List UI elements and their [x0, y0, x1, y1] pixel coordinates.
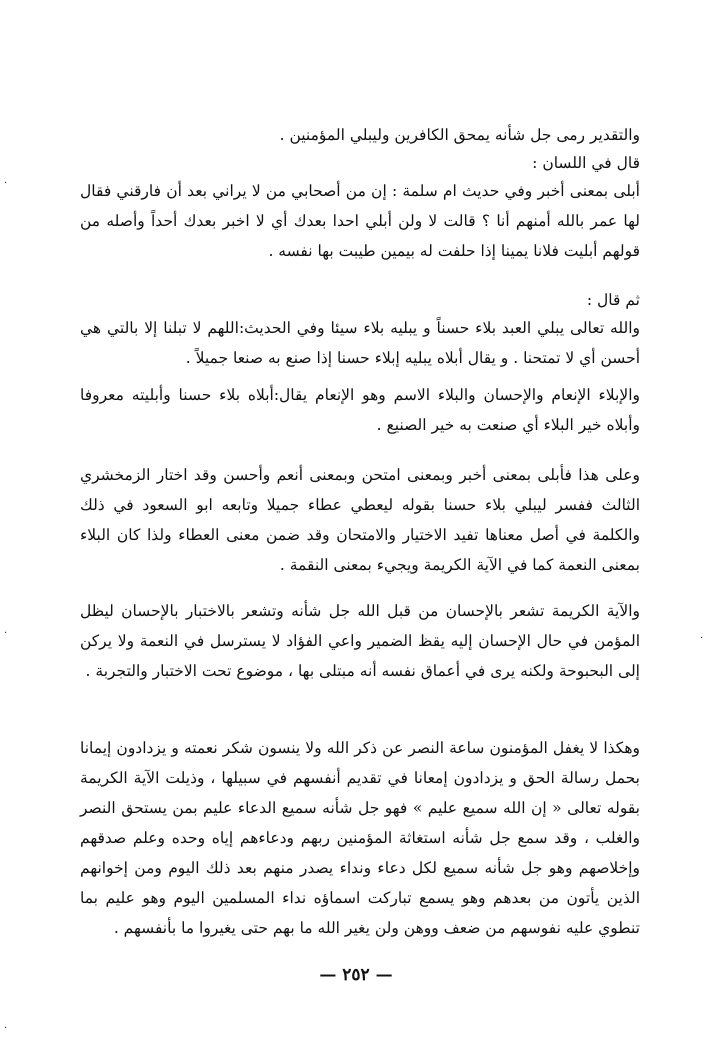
paragraph-1: والتقدير رمى جل شأنه يمحق الكافرين وليبلي المؤمنين . [279, 126, 640, 144]
edge-mark: . [700, 630, 704, 641]
paragraph-8-block [80, 596, 640, 686]
paragraph-6: والإبلاء الإنعام والإحسان والبلاء الاسم وهو الإنعام يقال:أبلاه بلاء حسنا وأبليته معروفا وأبلاه خير البلاء أي صنعت به خير الصنيع . [80, 386, 640, 434]
edge-mark: . [4, 175, 8, 186]
edge-mark: . [4, 625, 8, 636]
edge-mark: . [4, 1020, 8, 1031]
paragraph-9-block [80, 733, 640, 943]
paragraph-7: وعلى هذا فأبلى بمعنى أخبر وبمعنى امتحن وبمعنى أنعم وأحسن وقد اختار الزمخشري الثالث ففسر ليبلي بلاء حسنا بقوله ليعطي عطاء جميلا وتابعه ابو السعود في ذلك والكلمة في أصل معناها تفيد الاختيار والامتحان وقد ضمن معنى العطاء ولذا كان البلاء بمعنى النعمة كما في الآية الكريمة ويجيء بمعنى النقمة . [80, 466, 641, 574]
paragraph-9: وهكذا لا يغفل المؤمنون ساعة النصر عن ذكر الله ولا ينسون شكر نعمته و يزدادون إيمانا بحمل رسالة الحق و يزدادون إمعانا في تقديم أنفسهم في سبيلها ، وذيلت الآية الكريمة بقوله تعالى « إن الله سميع عليم » فهو جل شأنه سميع الدعاء عليم بمن يستحق النصر والغلب ، وقد سمع جل شأنه استغاثة المؤمنين ربهم ودعاءهم إياه وحده وعلم صدقهم وإخلاصهم وهو جل شأنه سميع لكل دعاء ونداء يصدر منهم بعد ذلك اليوم ومن إخوانهم الذين يأتون من بعدهم وهو يسمع تباركت اسماؤه نداء المسلمين اليوم وهو عليم بما تنطوي عليه نفوسهم من ضعف ووهن ولن يغير الله ما بهم حتى يغيروا ما بأنفسهم . [80, 739, 640, 937]
paragraph-6-block [80, 380, 640, 440]
paragraph-8: والآية الكريمة تشعر بالإحسان من قبل الله جل شأنه وتشعر بالاختبار بالإحسان ليظل المؤمن في حال الإحسان إليه يقظ الضمير واعي الفؤاد لا يسترسل في النعمة ولا يركن إلى البحبوحة ولكنه يرى في أعماق نفسه أنه مبتلى بها ، موضوع تحت الاختبار والتجربة . [80, 602, 640, 680]
paragraph-5-block [80, 313, 640, 373]
paragraph-4-block [80, 285, 640, 315]
paragraph-3-block [80, 176, 640, 266]
paragraph-2: قال في اللسان : [532, 154, 640, 172]
paragraph-4: ثم قال : [586, 291, 640, 309]
paragraph-1-block [80, 120, 640, 150]
paragraph-5: والله تعالى يبلي العبد بلاء حسناً و يبليه بلاء سيئا وفي الحديث:اللهم لا تبلنا إلا بالتي هي أحسن أي لا تمتحنا . و يقال أبلاه يبليه إبلاء حسنا إذا صنع به صنعا جميلاً . [80, 319, 640, 367]
paragraph-2-block [80, 148, 640, 178]
paragraph-3: أبلى بمعنى أخبر وفي حديث ام سلمة : إن من أصحابي من لا يراني بعد أن فارقني فقال لها عمر بالله أمنهم أنا ؟ قالت لا ولن أبلي احدا بعدك أي لا اخبر بعدك أحداً وأصله من قولهم أبليت فلانا يمينا إذا حلفت له بيمين طيبت بها نفسه . [80, 182, 640, 260]
page-number: — ٢٥٢ — [319, 965, 393, 985]
paragraph-7-block [80, 460, 640, 580]
